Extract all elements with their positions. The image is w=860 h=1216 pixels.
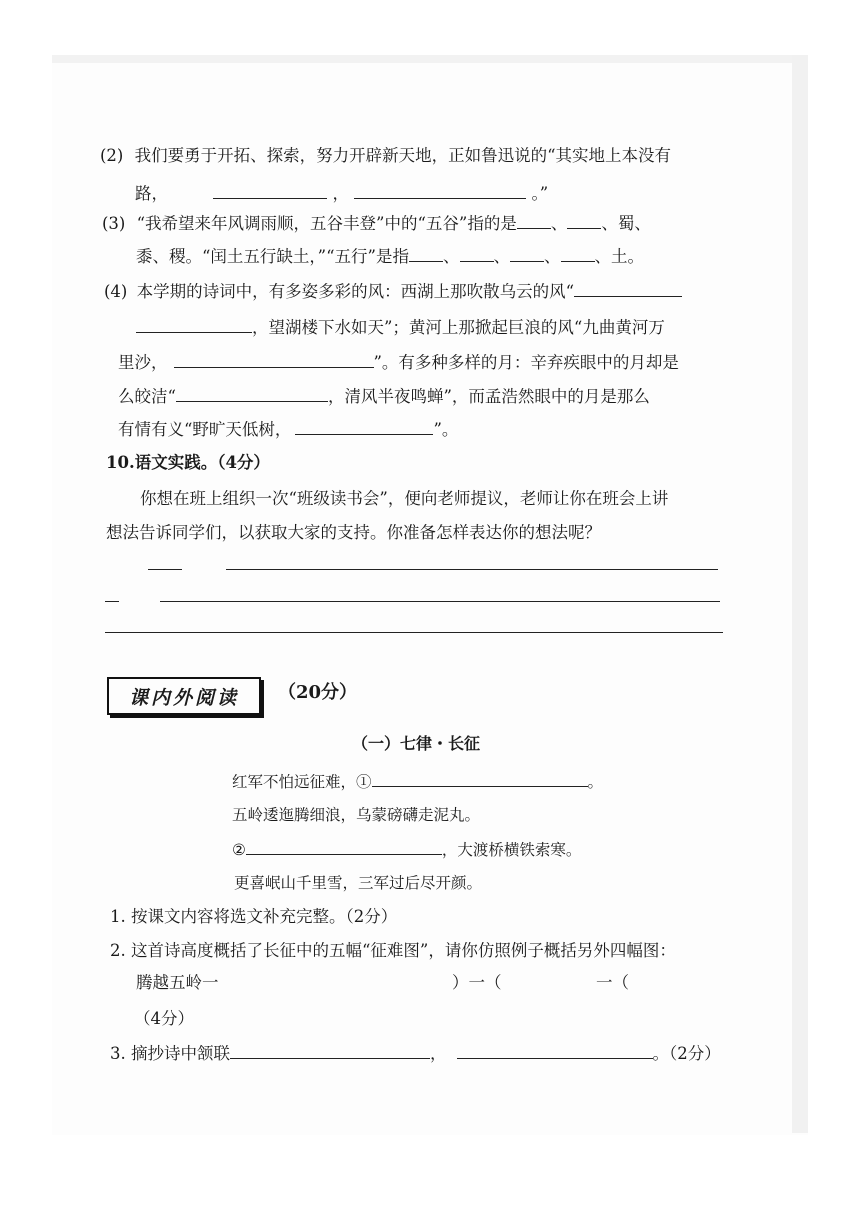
poem-line2: 五岭逶迤腾细浪，乌蒙磅礴走泥丸。 bbox=[232, 806, 481, 824]
item2-end: 。” bbox=[531, 184, 549, 203]
item2-blank1[interactable] bbox=[213, 182, 327, 199]
poem-line1 bbox=[232, 770, 603, 793]
item4-number: (4) bbox=[104, 282, 128, 301]
item4-line2 bbox=[136, 316, 665, 339]
answer-line-1a[interactable] bbox=[148, 569, 182, 570]
answer-line-3[interactable] bbox=[105, 632, 723, 633]
question-2-example: 腾越五岭一 bbox=[136, 973, 219, 992]
item3-text2: 黍、稷。“闰土五行缺土，”“五行”是指 bbox=[136, 247, 409, 266]
poem-title: （一）七律・长征 bbox=[352, 734, 481, 753]
answer-line-2a[interactable] bbox=[105, 601, 119, 602]
poem-blank2[interactable] bbox=[246, 838, 442, 855]
poem-line3 bbox=[232, 838, 581, 861]
section-score: （20分） bbox=[278, 682, 358, 703]
question-3-sep: ， bbox=[430, 1044, 447, 1063]
item3-blank-element1[interactable] bbox=[409, 247, 443, 262]
item2-text1: 我们要勇于开拓、探索，努力开辟新天地，正如鲁迅说的“其实地上本没有 bbox=[134, 146, 672, 165]
question-3 bbox=[110, 1042, 721, 1065]
item3-text1: “我希望来年风调雨顺，五谷丰登”中的“五谷”指的是 bbox=[136, 214, 517, 233]
item4-blank2[interactable] bbox=[136, 316, 252, 333]
item4-blank5[interactable] bbox=[295, 418, 433, 435]
item3-dun3: 、 bbox=[544, 247, 561, 266]
answer-line-2b[interactable] bbox=[160, 601, 720, 602]
item4-line5 bbox=[118, 418, 458, 441]
item3-blank-element3[interactable] bbox=[510, 247, 544, 262]
question-3-end: 。（2分） bbox=[652, 1044, 721, 1063]
question-1: 1. 按课文内容将选文补充完整。（2分） bbox=[110, 907, 398, 926]
item2-number: (2) bbox=[100, 146, 124, 165]
scan-top-edge bbox=[52, 55, 792, 63]
question-2: 2. 这首诗高度概括了长征中的五幅“征难图”，请你仿照例子概括另外四幅图： bbox=[110, 941, 676, 960]
item4-text1: 本学期的诗词中，有多姿多彩的风：西湖上那吹散乌云的风“ bbox=[136, 282, 575, 301]
item3-text2-end: 、土。 bbox=[594, 247, 644, 266]
item4-blank1[interactable] bbox=[574, 280, 682, 297]
item3-blank-grain2[interactable] bbox=[567, 214, 601, 229]
item3-blank-element2[interactable] bbox=[460, 247, 494, 262]
question-3-blank1[interactable] bbox=[230, 1042, 430, 1059]
item3-dun1: 、 bbox=[443, 247, 460, 266]
scan-right-edge bbox=[792, 55, 808, 1133]
answer-line-1b[interactable] bbox=[226, 569, 718, 570]
item2-text2: 路， bbox=[135, 184, 168, 203]
item4-blank4[interactable] bbox=[176, 385, 328, 402]
q10-prompt-line2: 想法告诉同学们，以获取大家的支持。你准备怎样表达你的想法呢？ bbox=[106, 523, 601, 542]
section-heading-box bbox=[107, 677, 261, 715]
item3-dun2: 、 bbox=[493, 247, 510, 266]
item4-text4b: ，清风半夜鸣蝉”，而孟浩然眼中的月是那么 bbox=[327, 387, 650, 406]
poem-line1-end: 。 bbox=[587, 773, 604, 791]
item3-text1-end: 、蜀、 bbox=[601, 214, 651, 233]
q10-prompt-line1: 你想在班上组织一次“班级读书会”，便向老师提议，老师让你在班会上讲 bbox=[140, 489, 669, 508]
item2-sep: ， bbox=[332, 184, 349, 203]
poem-line3-text: ，大渡桥横铁索寒。 bbox=[441, 841, 582, 859]
item4-line4 bbox=[118, 385, 650, 408]
item3-blank-element4[interactable] bbox=[561, 247, 595, 262]
item4-line1 bbox=[104, 280, 682, 303]
item2-blank2[interactable] bbox=[354, 182, 526, 199]
question-2-bracket1: ）一（ bbox=[452, 973, 502, 992]
item3-blank-grain1[interactable] bbox=[517, 214, 551, 229]
section-heading: 课内外阅读 bbox=[128, 686, 239, 709]
q10-title: 10.语文实践。（4分） bbox=[106, 453, 270, 472]
poem-line3-marker: ② bbox=[232, 841, 246, 859]
item4-text3a: 里沙， bbox=[118, 353, 168, 372]
item4-text3b: ”。有多种多样的月：辛弃疾眼中的月却是 bbox=[373, 353, 679, 372]
poem-line4: 更喜岷山千里雪，三军过后尽开颜。 bbox=[234, 874, 483, 892]
item4-text2: ，望湖楼下水如天”；黄河上那掀起巨浪的风“九曲黄河万 bbox=[252, 318, 665, 337]
poem-line1-text: 红军不怕远征难，① bbox=[232, 773, 372, 791]
item3-line1 bbox=[102, 213, 651, 235]
item4-text4a: 么皎洁“ bbox=[118, 387, 176, 406]
item3-number: (3) bbox=[102, 214, 126, 233]
question-3-blank2[interactable] bbox=[457, 1042, 653, 1059]
question-2-bracket2: 一（ bbox=[596, 973, 629, 992]
item4-text5a: 有情有义“野旷天低树， bbox=[118, 420, 292, 439]
poem-blank1[interactable] bbox=[372, 770, 588, 787]
item3-line2 bbox=[136, 246, 644, 268]
item4-line3 bbox=[118, 351, 679, 374]
item3-comma: 、 bbox=[550, 214, 568, 233]
question-3-text: 3. 摘抄诗中颔联 bbox=[110, 1044, 230, 1063]
question-2-score: （4分） bbox=[134, 1009, 194, 1028]
item2-line1 bbox=[100, 145, 671, 167]
item2-line2 bbox=[135, 182, 548, 205]
item4-blank3[interactable] bbox=[174, 351, 374, 368]
item4-text5b: ”。 bbox=[433, 420, 459, 439]
